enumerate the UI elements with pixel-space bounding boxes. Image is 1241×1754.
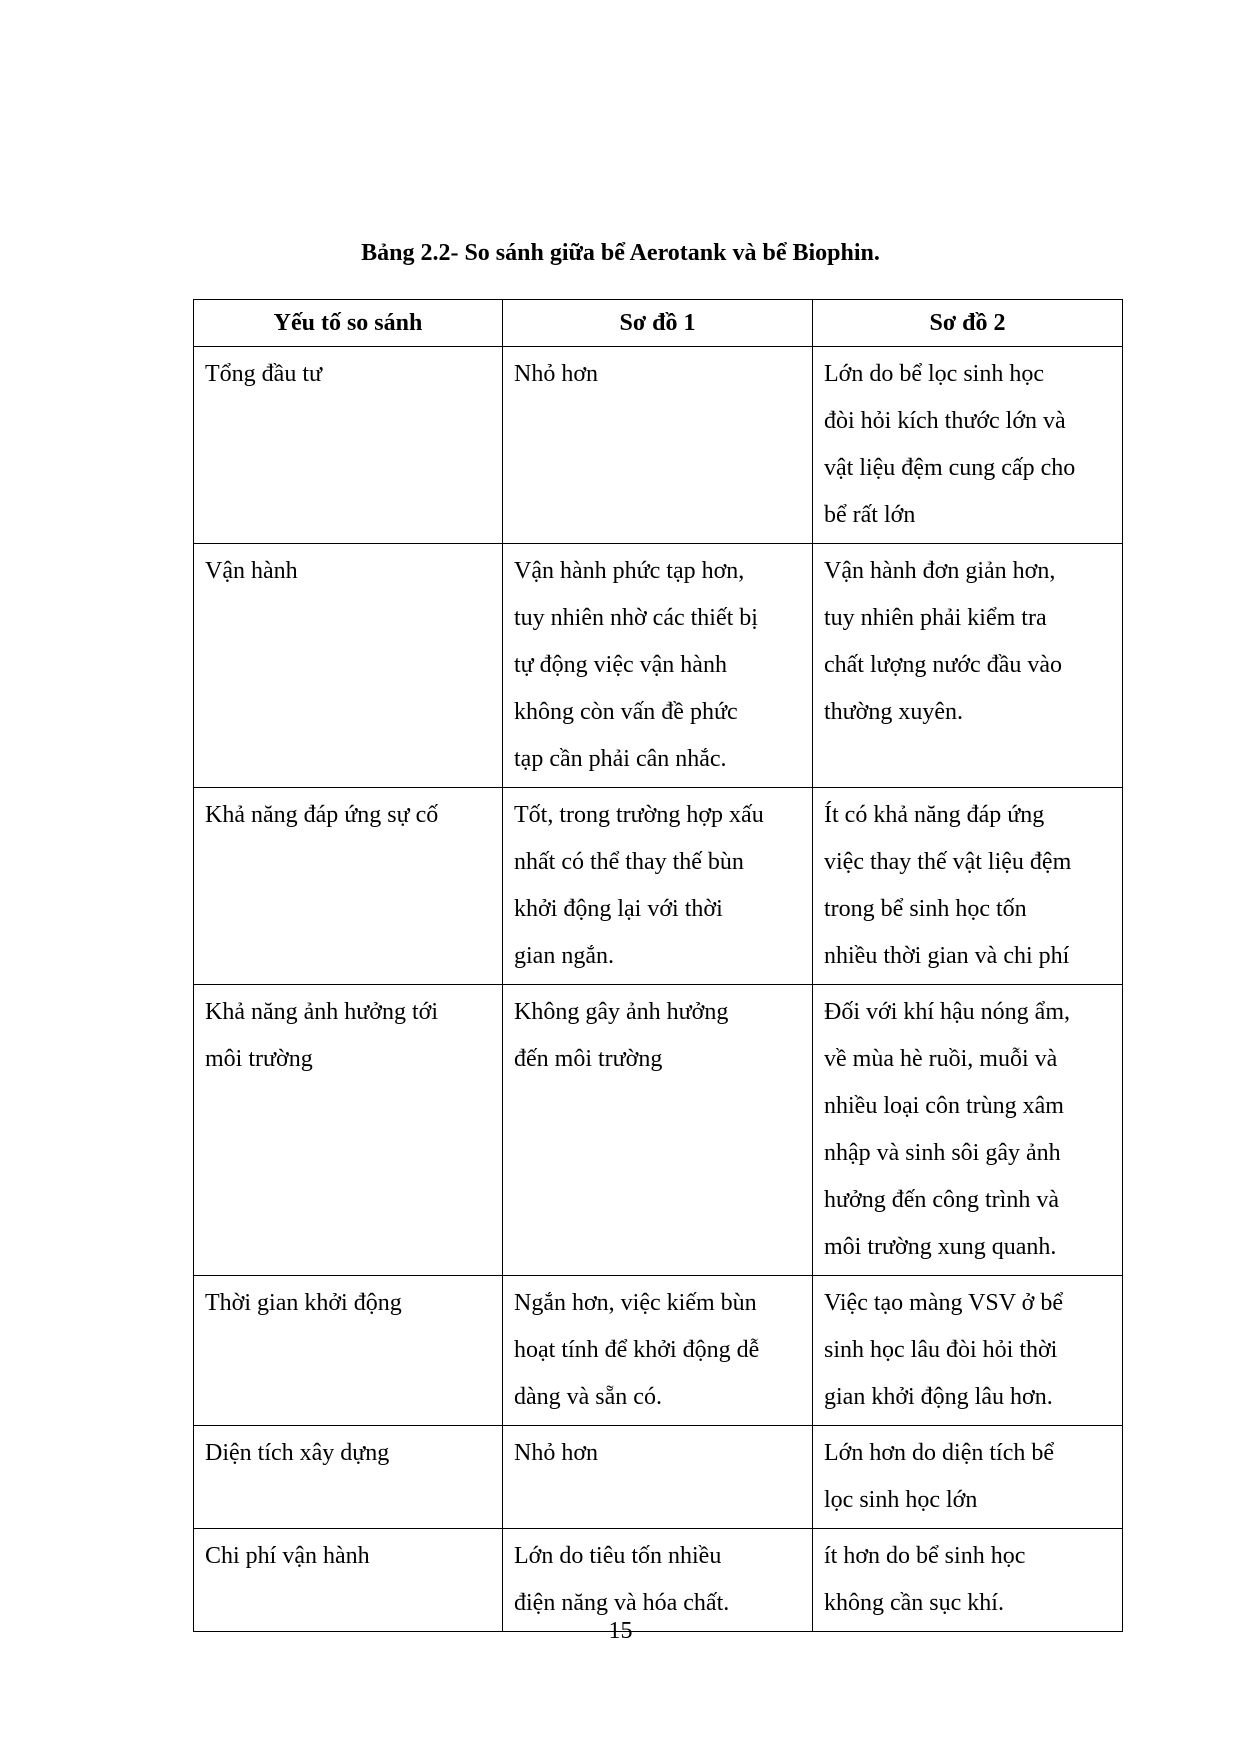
cell-factor (194, 1529, 503, 1632)
cell-text-line: Nhỏ hơn (514, 361, 599, 387)
cell-factor (194, 1426, 503, 1529)
cell-text-line: điện năng và hóa chất. (514, 1590, 730, 1616)
cell-text-line: Vận hành phức tạp hơn, (514, 558, 745, 584)
cell-scheme-2 (813, 1276, 1123, 1426)
cell-factor (194, 544, 503, 788)
page-number: 15 (608, 1618, 633, 1644)
table-body (194, 347, 1123, 1632)
cell-text-line: về mùa hè ruồi, muỗi và (824, 1046, 1058, 1072)
cell-text-line: nhiều loại côn trùng xâm (824, 1093, 1064, 1119)
cell-text-line: Thời gian khởi động (205, 1290, 402, 1316)
cell-scheme-1 (503, 985, 813, 1276)
cell-text-line: lọc sinh học lớn (824, 1487, 978, 1513)
table-row (194, 1426, 1123, 1529)
table-row (194, 1529, 1123, 1632)
cell-text-line: Lớn hơn do diện tích bể (824, 1440, 1055, 1466)
cell-scheme-1 (503, 1426, 813, 1529)
cell-text-line: nhiều thời gian và chi phí (824, 943, 1070, 969)
cell-text-line: hoạt tính để khởi động dễ (514, 1337, 760, 1363)
cell-factor (194, 985, 503, 1276)
cell-text-line: vật liệu đệm cung cấp cho (824, 455, 1076, 481)
cell-text-line: Ít có khả năng đáp ứng (824, 802, 1045, 828)
table-row (194, 544, 1123, 788)
cell-text-line: đến môi trường (514, 1046, 663, 1072)
cell-text-line: Diện tích xây dựng (205, 1440, 390, 1466)
cell-text-line: đòi hỏi kích thước lớn và (824, 408, 1066, 434)
cell-text-line: khởi động lại với thời (514, 896, 723, 922)
cell-text-line: dàng và sẵn có. (514, 1384, 662, 1410)
cell-text-line: Khả năng ảnh hưởng tới (205, 999, 439, 1025)
cell-factor (194, 1276, 503, 1426)
cell-text-line: gian khởi động lâu hơn. (824, 1384, 1053, 1410)
cell-text-line: tự động việc vận hành (514, 652, 727, 678)
cell-scheme-1 (503, 1276, 813, 1426)
table-row (194, 788, 1123, 985)
cell-text-line: sinh học lâu đòi hỏi thời (824, 1337, 1058, 1363)
cell-text-line: Ngắn hơn, việc kiếm bùn (514, 1290, 757, 1316)
cell-text-line: tuy nhiên phải kiểm tra (824, 605, 1047, 631)
cell-text-line: tạp cần phải cân nhắc. (514, 746, 727, 772)
cell-scheme-2 (813, 985, 1123, 1276)
cell-scheme-1 (503, 544, 813, 788)
cell-text-line: nhập và sinh sôi gây ảnh (824, 1140, 1061, 1166)
cell-text-line: chất lượng nước đầu vào (824, 652, 1062, 678)
table-row (194, 1276, 1123, 1426)
cell-text-line: Lớn do bể lọc sinh học (824, 361, 1044, 387)
cell-text-line: gian ngắn. (514, 943, 614, 969)
table-header-row (194, 300, 1123, 347)
cell-text-line: môi trường xung quanh. (824, 1234, 1057, 1260)
cell-scheme-1 (503, 1529, 813, 1632)
cell-scheme-2 (813, 544, 1123, 788)
cell-text-line: Lớn do tiêu tốn nhiều (514, 1543, 722, 1569)
table-row (194, 985, 1123, 1276)
header-scheme-2: Sơ đồ 2 (813, 300, 1123, 347)
cell-text-line: Tổng đầu tư (205, 361, 322, 387)
cell-text-line: Chi phí vận hành (205, 1543, 370, 1569)
cell-scheme-2 (813, 347, 1123, 544)
cell-text-line: Tốt, trong trường hợp xấu (514, 802, 764, 828)
cell-text-line: môi trường (205, 1046, 313, 1072)
cell-text-line: không cần sục khí. (824, 1590, 1004, 1616)
cell-text-line: bể rất lớn (824, 502, 916, 528)
cell-text-line: Khả năng đáp ứng sự cố (205, 802, 439, 828)
cell-text-line: tuy nhiên nhờ các thiết bị (514, 605, 758, 631)
cell-scheme-1 (503, 788, 813, 985)
table-row (194, 347, 1123, 544)
cell-text-line: Không gây ảnh hưởng (514, 999, 729, 1025)
cell-scheme-2 (813, 1426, 1123, 1529)
cell-scheme-2 (813, 1529, 1123, 1632)
cell-factor (194, 347, 503, 544)
cell-text-line: Việc tạo màng VSV ở bể (824, 1290, 1063, 1316)
cell-text-line: nhất có thể thay thế bùn (514, 849, 744, 875)
cell-scheme-1 (503, 347, 813, 544)
cell-text-line: Vận hành (205, 558, 298, 584)
cell-text-line: thường xuyên. (824, 699, 964, 725)
header-scheme-1: Sơ đồ 1 (503, 300, 813, 347)
cell-text-line: Đối với khí hậu nóng ẩm, (824, 999, 1070, 1025)
cell-text-line: trong bể sinh học tốn (824, 896, 1027, 922)
cell-text-line: hưởng đến công trình và (824, 1187, 1059, 1213)
cell-text-line: Vận hành đơn giản hơn, (824, 558, 1056, 584)
cell-scheme-2 (813, 788, 1123, 985)
header-factor: Yếu tố so sánh (194, 300, 503, 347)
cell-text-line: không còn vấn đề phức (514, 699, 738, 725)
table-caption: Bảng 2.2- So sánh giữa bể Aerotank và bể Biophin. (361, 240, 880, 266)
cell-text-line: Nhỏ hơn (514, 1440, 599, 1466)
cell-text-line: ít hơn do bể sinh học (824, 1543, 1026, 1569)
cell-text-line: việc thay thế vật liệu đệm (824, 849, 1072, 875)
cell-factor (194, 788, 503, 985)
comparison-table (193, 299, 1123, 1632)
